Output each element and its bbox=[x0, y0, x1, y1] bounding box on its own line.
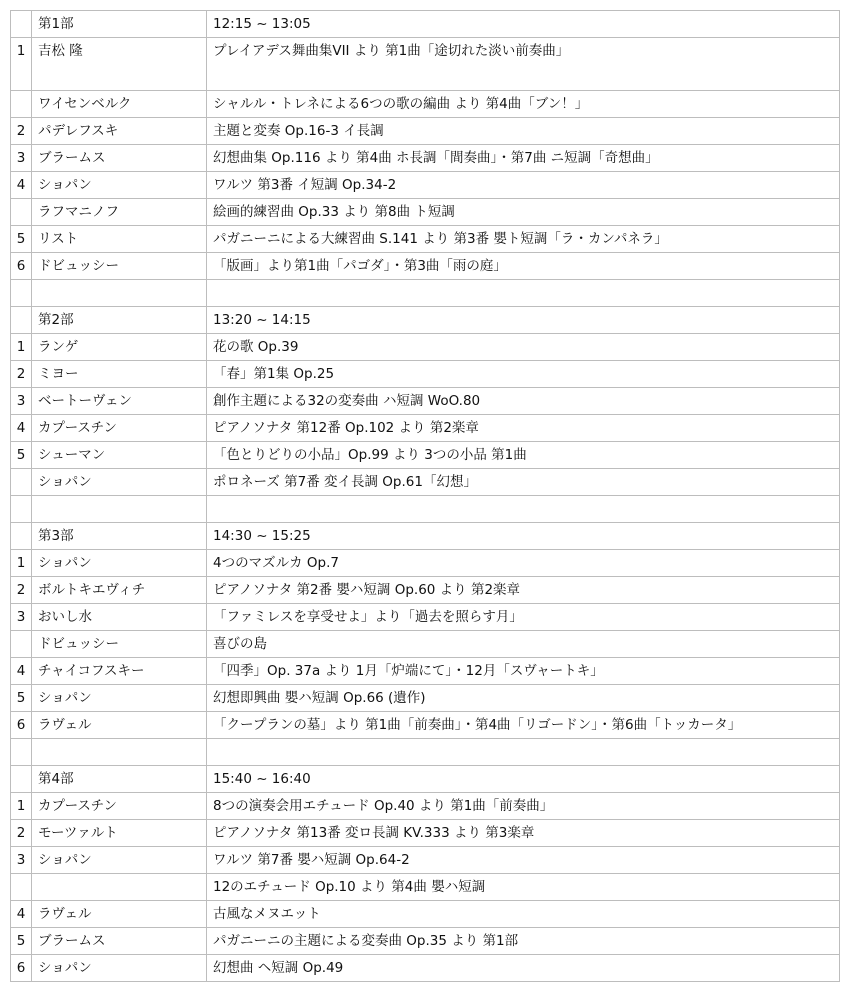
performer-name-cell: ミヨー bbox=[32, 361, 207, 388]
table-row bbox=[11, 793, 840, 820]
performer-name-cell: ショパン bbox=[32, 550, 207, 577]
piece-title-cell: 「版画」より第1曲「パゴダ」・第3曲「雨の庭」 bbox=[207, 253, 840, 280]
piece-title-cell: 喜びの島 bbox=[207, 631, 840, 658]
table-row bbox=[11, 11, 840, 38]
table-row bbox=[11, 253, 840, 280]
table-row bbox=[11, 145, 840, 172]
piece-title-cell: 創作主題による32の変奏曲 ハ短調 WoO.80 bbox=[207, 388, 840, 415]
piece-title-cell: 「春」第1集 Op.25 bbox=[207, 361, 840, 388]
performer-name-cell: パデレフスキ bbox=[32, 118, 207, 145]
table-row bbox=[11, 361, 840, 388]
performer-name-cell: シューマン bbox=[32, 442, 207, 469]
piece-title-cell: ワルツ 第7番 嬰ハ短調 Op.64-2 bbox=[207, 847, 840, 874]
performer-name-cell: ショパン bbox=[32, 847, 207, 874]
table-row bbox=[11, 874, 840, 901]
table-row bbox=[11, 550, 840, 577]
performer-name-cell: モーツァルト bbox=[32, 820, 207, 847]
order-number-cell: 2 bbox=[11, 577, 32, 604]
table-row bbox=[11, 172, 840, 199]
order-number-cell: 2 bbox=[11, 118, 32, 145]
order-number-cell bbox=[11, 280, 32, 307]
table-row bbox=[11, 496, 840, 523]
piece-title-cell bbox=[207, 496, 840, 523]
order-number-cell: 5 bbox=[11, 226, 32, 253]
order-number-cell: 4 bbox=[11, 901, 32, 928]
piece-title-cell: 「四季」Op. 37a より 1月「炉端にて」・12月「スヴャートキ」 bbox=[207, 658, 840, 685]
program-table bbox=[10, 10, 840, 982]
order-number-cell bbox=[11, 91, 32, 118]
piece-title-cell: 4つのマズルカ Op.7 bbox=[207, 550, 840, 577]
table-row bbox=[11, 199, 840, 226]
order-number-cell: 4 bbox=[11, 415, 32, 442]
order-number-cell: 5 bbox=[11, 442, 32, 469]
piece-title-cell: 「ファミレスを享受せよ」より「過去を照らす月」 bbox=[207, 604, 840, 631]
performer-name-cell: ラヴェル bbox=[32, 901, 207, 928]
performer-name-cell bbox=[32, 874, 207, 901]
order-number-cell: 3 bbox=[11, 388, 32, 415]
performer-name-cell bbox=[32, 496, 207, 523]
order-number-cell: 1 bbox=[11, 38, 32, 91]
piece-title-cell: 「クープランの墓」より 第1曲「前奏曲」・第4曲「リゴードン」・第6曲「トッカータ」 bbox=[207, 712, 840, 739]
table-row bbox=[11, 901, 840, 928]
order-number-cell bbox=[11, 11, 32, 38]
performer-name-cell: 第3部 bbox=[32, 523, 207, 550]
table-row bbox=[11, 631, 840, 658]
order-number-cell: 3 bbox=[11, 604, 32, 631]
order-number-cell: 6 bbox=[11, 955, 32, 982]
piece-title-cell: 14:30 ~ 15:25 bbox=[207, 523, 840, 550]
performer-name-cell: 第1部 bbox=[32, 11, 207, 38]
performer-name-cell: ラフマニノフ bbox=[32, 199, 207, 226]
table-row bbox=[11, 820, 840, 847]
order-number-cell bbox=[11, 199, 32, 226]
piece-title-cell: ピアノソナタ 第13番 変ロ長調 KV.333 より 第3楽章 bbox=[207, 820, 840, 847]
order-number-cell bbox=[11, 739, 32, 766]
order-number-cell: 3 bbox=[11, 145, 32, 172]
performer-name-cell: ショパン bbox=[32, 172, 207, 199]
performer-name-cell: ショパン bbox=[32, 685, 207, 712]
table-row bbox=[11, 739, 840, 766]
piece-title-cell: プレイアデス舞曲集VII より 第1曲「途切れた淡い前奏曲」 bbox=[207, 38, 840, 91]
order-number-cell bbox=[11, 523, 32, 550]
table-row bbox=[11, 685, 840, 712]
piece-title-cell: ワルツ 第3番 イ短調 Op.34-2 bbox=[207, 172, 840, 199]
performer-name-cell: ワイセンベルク bbox=[32, 91, 207, 118]
order-number-cell: 5 bbox=[11, 928, 32, 955]
order-number-cell: 2 bbox=[11, 361, 32, 388]
table-row bbox=[11, 118, 840, 145]
piece-title-cell: パガニーニによる大練習曲 S.141 より 第3番 嬰ト短調「ラ・カンパネラ」 bbox=[207, 226, 840, 253]
performer-name-cell: チャイコフスキー bbox=[32, 658, 207, 685]
performer-name-cell: ショパン bbox=[32, 955, 207, 982]
piece-title-cell: 絵画的練習曲 Op.33 より 第8曲 ト短調 bbox=[207, 199, 840, 226]
piece-title-cell: シャルル・トレネによる6つの歌の編曲 より 第4曲「ブン！」 bbox=[207, 91, 840, 118]
table-row bbox=[11, 766, 840, 793]
table-row bbox=[11, 415, 840, 442]
order-number-cell bbox=[11, 307, 32, 334]
performer-name-cell: ブラームス bbox=[32, 928, 207, 955]
order-number-cell bbox=[11, 469, 32, 496]
order-number-cell: 1 bbox=[11, 550, 32, 577]
performer-name-cell: ベートーヴェン bbox=[32, 388, 207, 415]
piece-title-cell: パガニーニの主題による変奏曲 Op.35 より 第1部 bbox=[207, 928, 840, 955]
order-number-cell bbox=[11, 496, 32, 523]
performer-name-cell: 第2部 bbox=[32, 307, 207, 334]
table-row bbox=[11, 388, 840, 415]
table-row bbox=[11, 334, 840, 361]
performer-name-cell: リスト bbox=[32, 226, 207, 253]
order-number-cell: 5 bbox=[11, 685, 32, 712]
table-row bbox=[11, 226, 840, 253]
performer-name-cell: おいし水 bbox=[32, 604, 207, 631]
order-number-cell: 6 bbox=[11, 712, 32, 739]
piece-title-cell: 12のエチュード Op.10 より 第4曲 嬰ハ短調 bbox=[207, 874, 840, 901]
order-number-cell bbox=[11, 631, 32, 658]
piece-title-cell: 13:20 ~ 14:15 bbox=[207, 307, 840, 334]
table-row bbox=[11, 658, 840, 685]
order-number-cell: 4 bbox=[11, 658, 32, 685]
performer-name-cell: ブラームス bbox=[32, 145, 207, 172]
table-row bbox=[11, 604, 840, 631]
piece-title-cell: 幻想曲集 Op.116 より 第4曲 ホ長調「間奏曲」・第7曲 ニ短調「奇想曲」 bbox=[207, 145, 840, 172]
order-number-cell: 4 bbox=[11, 172, 32, 199]
piece-title-cell bbox=[207, 280, 840, 307]
performer-name-cell: カプースチン bbox=[32, 793, 207, 820]
table-row bbox=[11, 38, 840, 91]
piece-title-cell: ピアノソナタ 第2番 嬰ハ短調 Op.60 より 第2楽章 bbox=[207, 577, 840, 604]
program-table-body bbox=[11, 11, 840, 982]
order-number-cell: 1 bbox=[11, 334, 32, 361]
table-row bbox=[11, 577, 840, 604]
table-row bbox=[11, 712, 840, 739]
table-row bbox=[11, 307, 840, 334]
performer-name-cell: ランゲ bbox=[32, 334, 207, 361]
order-number-cell: 3 bbox=[11, 847, 32, 874]
performer-name-cell: ショパン bbox=[32, 469, 207, 496]
performer-name-cell: ラヴェル bbox=[32, 712, 207, 739]
order-number-cell bbox=[11, 874, 32, 901]
performer-name-cell: 吉松 隆 bbox=[32, 38, 207, 91]
order-number-cell: 2 bbox=[11, 820, 32, 847]
performer-name-cell: 第4部 bbox=[32, 766, 207, 793]
piece-title-cell: 幻想即興曲 嬰ハ短調 Op.66 (遺作) bbox=[207, 685, 840, 712]
table-row bbox=[11, 280, 840, 307]
piece-title-cell: 古風なメヌエット bbox=[207, 901, 840, 928]
table-row bbox=[11, 523, 840, 550]
table-row bbox=[11, 847, 840, 874]
performer-name-cell: カプースチン bbox=[32, 415, 207, 442]
piece-title-cell: 12:15 ~ 13:05 bbox=[207, 11, 840, 38]
piece-title-cell: 主題と変奏 Op.16-3 イ長調 bbox=[207, 118, 840, 145]
performer-name-cell: ボルトキエヴィチ bbox=[32, 577, 207, 604]
performer-name-cell: ドビュッシー bbox=[32, 631, 207, 658]
table-row bbox=[11, 442, 840, 469]
performer-name-cell bbox=[32, 739, 207, 766]
table-row bbox=[11, 928, 840, 955]
performer-name-cell: ドビュッシー bbox=[32, 253, 207, 280]
table-row bbox=[11, 955, 840, 982]
order-number-cell bbox=[11, 766, 32, 793]
piece-title-cell: ピアノソナタ 第12番 Op.102 より 第2楽章 bbox=[207, 415, 840, 442]
piece-title-cell: 幻想曲 ヘ短調 Op.49 bbox=[207, 955, 840, 982]
piece-title-cell: 花の歌 Op.39 bbox=[207, 334, 840, 361]
order-number-cell: 1 bbox=[11, 793, 32, 820]
order-number-cell: 6 bbox=[11, 253, 32, 280]
performer-name-cell bbox=[32, 280, 207, 307]
piece-title-cell bbox=[207, 739, 840, 766]
table-row bbox=[11, 469, 840, 496]
piece-title-cell: 「色とりどりの小品」Op.99 より 3つの小品 第1曲 bbox=[207, 442, 840, 469]
piece-title-cell: 15:40 ~ 16:40 bbox=[207, 766, 840, 793]
piece-title-cell: ポロネーズ 第7番 変イ長調 Op.61「幻想」 bbox=[207, 469, 840, 496]
piece-title-cell: 8つの演奏会用エチュード Op.40 より 第1曲「前奏曲」 bbox=[207, 793, 840, 820]
table-row bbox=[11, 91, 840, 118]
